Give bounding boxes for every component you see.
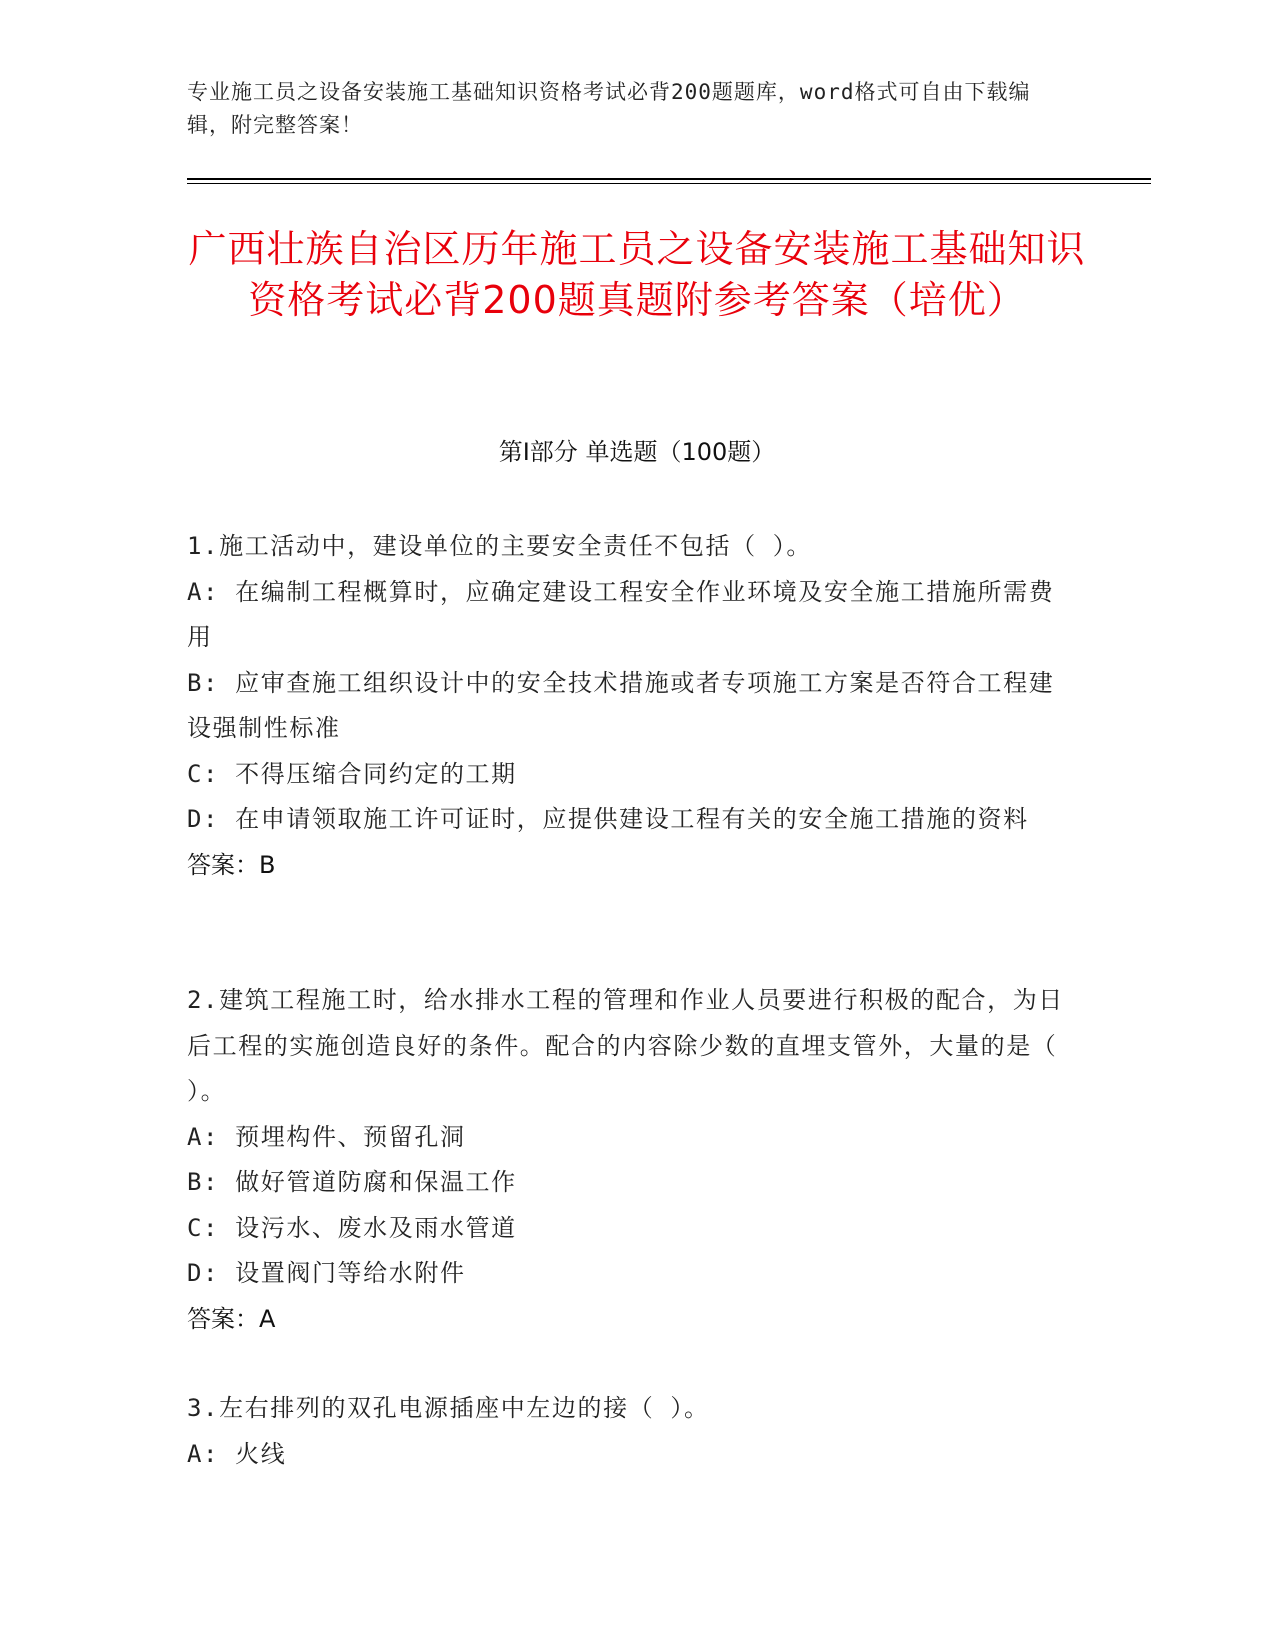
option-d: D: 在申请领取施工许可证时，应提供建设工程有关的安全施工措施的资料 [187, 805, 1029, 833]
document-title: 广西壮族自治区历年施工员之设备安装施工基础知识资格考试必背200题真题附参考答案（培优） [188, 227, 1086, 322]
option-d: D: 设置阀门等给水附件 [187, 1259, 466, 1287]
answer: 答案：A [187, 1304, 276, 1333]
header-rule-thick [187, 178, 1151, 180]
question-stem: 2.建筑工程施工时，给水排水工程的管理和作业人员要进行积极的配合，为日后工程的实施创造良好的条件。配合的内容除少数的直埋支管外，大量的是（ ）。 [187, 986, 1064, 1105]
option-b: B: 应审查施工组织设计中的安全技术措施或者专项施工方案是否符合工程建设强制性标准 [187, 668, 1055, 742]
header-rule-thin [187, 183, 1151, 184]
option-a: A: 火线 [187, 1439, 287, 1468]
answer: 答案：B [187, 850, 276, 879]
option-b: B: 做好管道防腐和保温工作 [187, 1168, 517, 1196]
option-a: A: 预埋构件、预留孔洞 [187, 1122, 466, 1151]
section-title: 第Ⅰ部分 单选题（100题） [498, 438, 776, 466]
question-3 [187, 1386, 1067, 1477]
question-stem: 1.施工活动中，建设单位的主要安全责任不包括（ ）。 [187, 532, 812, 560]
option-a: A: 在编制工程概算时，应确定建设工程安全作业环境及安全施工措施所需费用 [187, 577, 1055, 651]
question-2 [187, 978, 1067, 1342]
header-note: 专业施工员之设备安装施工基础知识资格考试必背200题题库，word格式可自由下载编辑，附完整答案！ [187, 80, 1031, 137]
question-stem: 3.左右排列的双孔电源插座中左边的接（ ）。 [187, 1394, 710, 1422]
question-1 [187, 524, 1067, 888]
option-c: C: 不得压缩合同约定的工期 [187, 759, 517, 788]
option-c: C: 设污水、废水及雨水管道 [187, 1213, 517, 1242]
